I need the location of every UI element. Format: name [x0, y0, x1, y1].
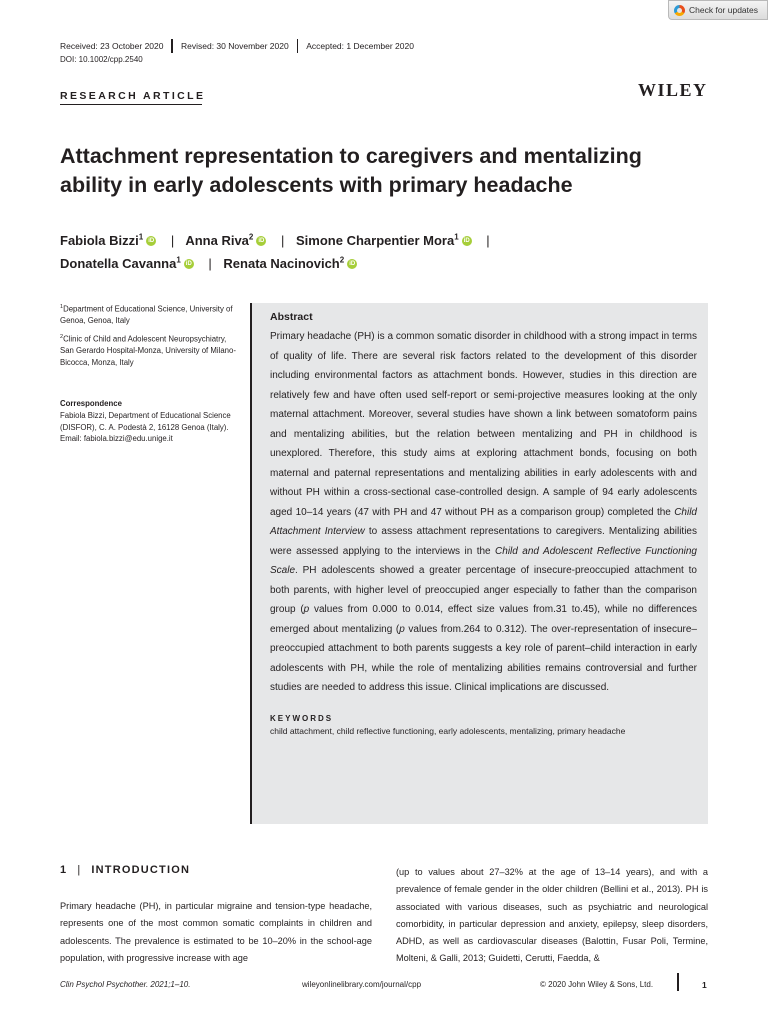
- abstract-run: to assess attachment representations to caregivers. Mentalizing abilities were assessed applying to the interviews in the: [270, 526, 697, 557]
- abstract-run: Primary headache (PH) is a common somatic disorder in childhood with a strong impact in terms of quality of life. There are several risk factors related to the development of this disorder including environmental factors as attachment bonds. However, studies in this direction are relatively few and have often used self-report or semi-projective measures looking at the only maternal attachment. Moreover, several studies have shown a link between somatoform pains and mentalizing abilities, but the relation between mentalizing and PH in childhood is unexplored. Therefore, this study aims at exploring attachment bonds, focusing on both maternal and paternal representations and mentalizing abilities in early adolescents with and without PH within a cross-sectional case-controlled design. A sample of 94 early adolescents aged 10–14 years (47 with PH and 47 without PH as a comparison group) completed the: [270, 331, 697, 518]
- revised-date: Revised: 30 November 2020: [180, 41, 289, 51]
- article-dates: [60, 39, 414, 53]
- article-type: RESEARCH ARTICLE: [60, 90, 206, 102]
- article-title: Attachment representation to caregivers and mentalizing ability in early adolescents with primary headache: [60, 144, 642, 197]
- abstract-italic-run: p: [399, 623, 405, 635]
- abstract-italic-run: Child Attachment Interview: [270, 506, 697, 537]
- author-separator: |: [486, 233, 490, 249]
- author[interactable]: Simone Charpentier Mora$^1$: [296, 233, 459, 249]
- correspondence-email[interactable]: Email: fabiola.bizzi@edu.unige.it: [60, 434, 173, 444]
- author[interactable]: Fabiola Bizzi$^1$: [60, 233, 144, 249]
- correspondence: [60, 398, 240, 445]
- author-line-1: [60, 228, 720, 251]
- article-type-rule: [60, 104, 202, 105]
- intro-paragraph-col1: Primary headache (PH), in particular migraine and tension-type headache, represents one of the most common somatic complaints in children and adolescents. The prevalence is estimated to be 10–20% in the school-age population, with progressive increase with age: [60, 901, 372, 963]
- date-divider: [297, 39, 299, 53]
- abstract-run: values from.264 to 0.312). The over-representation of insecure–preoccupied attachment to both parents suggests a key role of parent–child interaction in early adolescents with PH, while the role of mentalizing abilities remains controversial and further studies are needed to address this issue. Clinical implications are discussed.: [270, 623, 697, 693]
- author[interactable]: Anna Riva$^2$: [185, 233, 254, 249]
- received-date: Received: 23 October 2020: [60, 41, 164, 51]
- orcid-icon[interactable]: iD: [185, 260, 192, 267]
- keywords-text: child attachment, child reflective functioning, early adolescents, mentalizing, primary headache: [270, 725, 626, 736]
- abstract-text: [270, 327, 697, 698]
- keywords-heading: KEYWORDS: [270, 713, 334, 723]
- affiliation: $^2$Clinic of Child and Adolescent Neuropsychiatry, San Gerardo Hospital-Monza, University of Milano-Bicocca, Monza, Italy: [60, 334, 236, 368]
- footer-copyright: © 2020 John Wiley & Sons, Ltd.: [540, 980, 654, 989]
- orcid-icon[interactable]: iD: [258, 237, 265, 244]
- date-divider: [171, 39, 173, 53]
- abstract-box: [250, 303, 708, 824]
- doi[interactable]: DOI: 10.1002/cpp.2540: [60, 55, 143, 64]
- abstract-run: values from 0.000 to 0.014, effect size values from.31 to.45), while no differences emerged about mentalizing (: [270, 604, 697, 635]
- footer-journal: Clin Psychol Psychother. 2021;1–10.: [60, 980, 191, 989]
- author-line-2: [60, 251, 720, 274]
- correspondence-heading: Correspondence: [60, 399, 122, 408]
- footer-divider: [677, 973, 679, 991]
- abstract-heading: Abstract: [270, 311, 313, 323]
- abstract-italic-run: p: [303, 604, 310, 615]
- intro-paragraph-col2: (up to values about 27–32% at the age of 13–14 years), and with a prevalence of female gender in the older children (Bellini et al., 2013). PH is associated with various diseases, such as psychiatric and neurological comorbidity, in particular depression and anxiety, epilepsy, sleep disorders, ADHD, as well as cardiovascular diseases (Balottin, Fusar Poli, Termine, Molteni, & Galli, 2013; Guidetti, Cerutti, Faedda, &: [396, 867, 708, 964]
- check-for-updates-label: Check for updates: [689, 5, 758, 15]
- affiliation: $^1$Department of Educational Science, University of Genoa, Genoa, Italy: [60, 304, 233, 326]
- author-separator: |: [208, 256, 212, 272]
- author-separator: |: [281, 233, 285, 249]
- orcid-icon[interactable]: iD: [463, 237, 470, 244]
- author[interactable]: Donatella Cavanna$^1$: [60, 256, 181, 272]
- footer-url[interactable]: wileyonlinelibrary.com/journal/cpp: [302, 980, 422, 989]
- correspondence-text: Fabiola Bizzi, Department of Educational Science (DISFOR), C. A. Podestà 2, 16128 Genoa (Italy).: [60, 410, 231, 432]
- section-heading: 1 | INTRODUCTION: [60, 864, 191, 876]
- orcid-icon[interactable]: iD: [349, 260, 356, 267]
- author[interactable]: Renata Nacinovich$^2$: [223, 256, 345, 272]
- check-for-updates-button[interactable]: [668, 0, 768, 20]
- accepted-date: Accepted: 1 December 2020: [306, 41, 414, 51]
- crossmark-icon: [674, 5, 685, 16]
- author-separator: |: [170, 233, 175, 249]
- orcid-icon[interactable]: iD: [148, 237, 155, 244]
- abstract-italic-run: Child and Adolescent Reflective Functioning Scale: [270, 545, 697, 576]
- page-number: 1: [702, 980, 707, 990]
- abstract-run: . PH adolescents showed a greater percentage of insecure-preoccupied attachment to both parents, with higher level of preoccupied anger especially to father than the comparison group (: [270, 565, 697, 615]
- publisher-logo: WILEY: [638, 80, 708, 100]
